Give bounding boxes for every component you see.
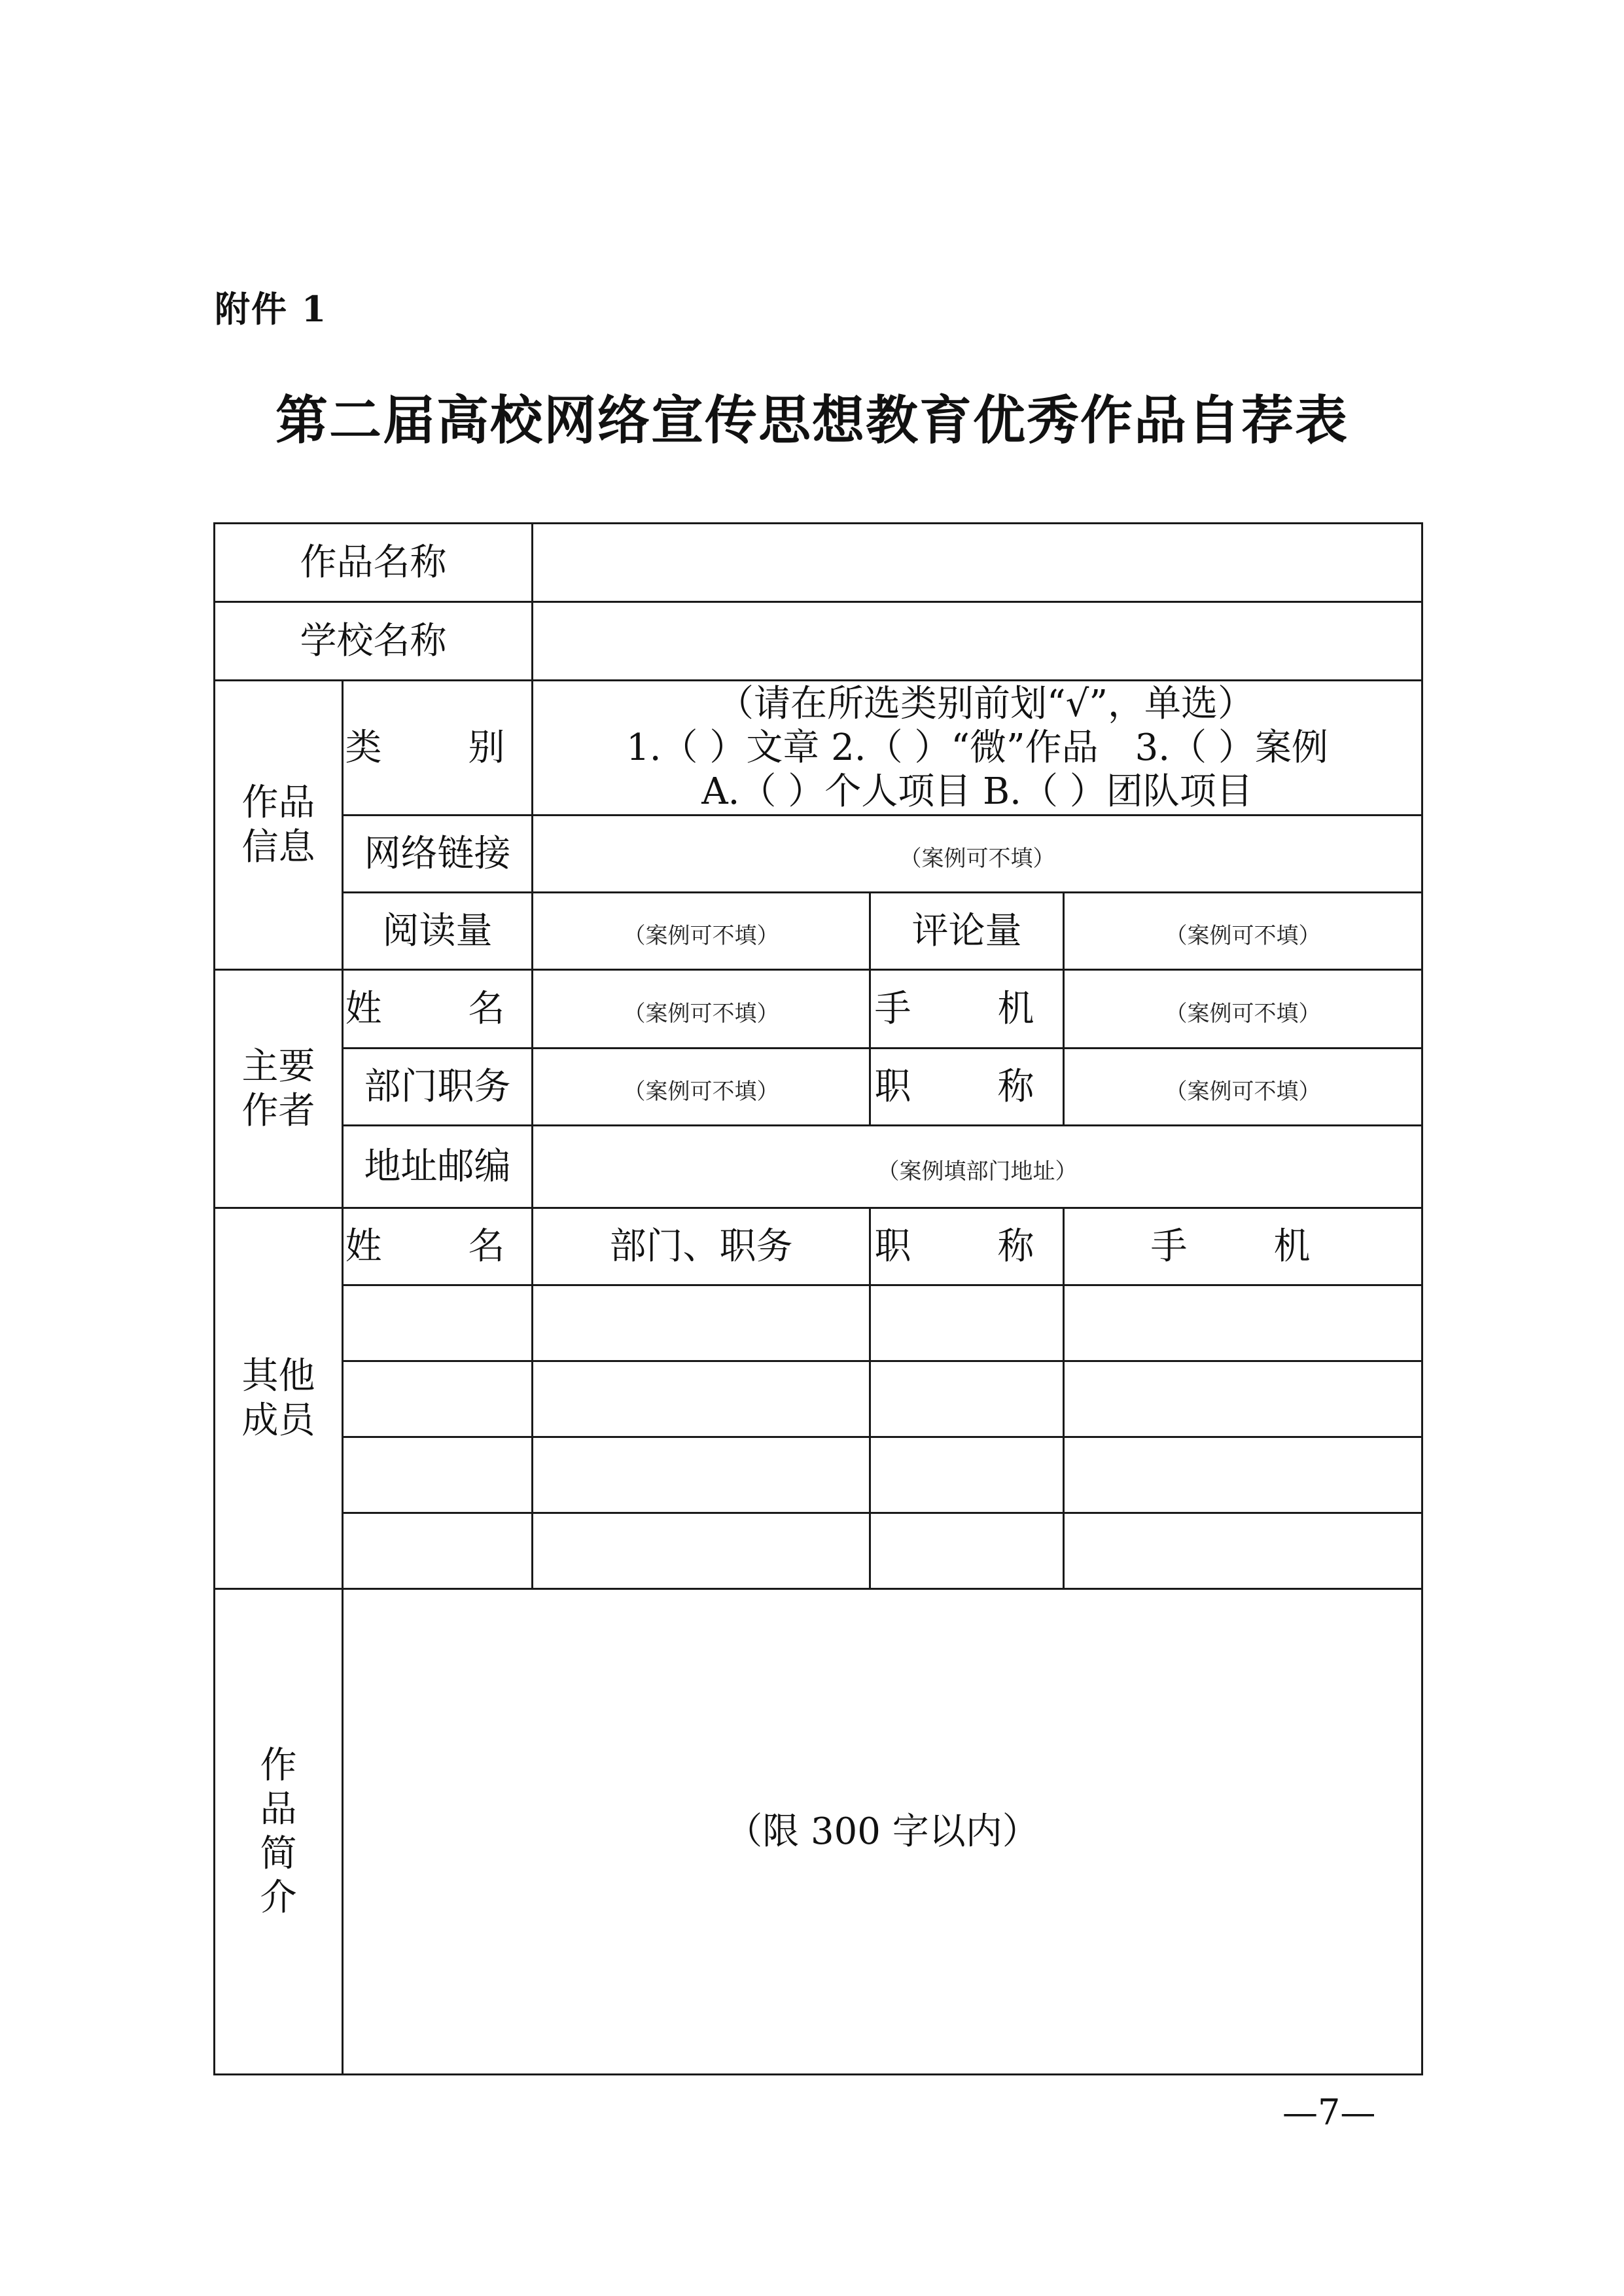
members-header-name: 姓 名 — [343, 1208, 533, 1285]
dept-position-label: 部门职务 — [343, 1049, 533, 1126]
title-rank-note: （案例可不填） — [1165, 1078, 1321, 1105]
member-row — [215, 1361, 1422, 1437]
school-name-label: 学校名称 — [215, 602, 533, 681]
author-name-label: 姓 名 — [343, 970, 533, 1049]
category-instruction: （请在所选类别前划“√”，单选） — [717, 682, 1254, 725]
member-title-cell[interactable] — [870, 1513, 1064, 1589]
members-header-title: 职 称 — [870, 1208, 1064, 1285]
member-dept-cell[interactable] — [533, 1437, 870, 1513]
category-type-options[interactable]: 1.（ ）文章 2.（ ）“微”作品 3.（ ）案例 — [626, 726, 1328, 769]
category-options[interactable] — [533, 681, 1422, 816]
member-dept-cell[interactable] — [533, 1285, 870, 1361]
work-info-group-label: 作品 信息 — [215, 681, 343, 970]
read-count-note: （案例可不填） — [623, 922, 779, 949]
members-header-dept: 部门、职务 — [533, 1208, 870, 1285]
member-row — [215, 1437, 1422, 1513]
link-label: 网络链接 — [343, 816, 533, 893]
member-name-cell[interactable] — [343, 1285, 533, 1361]
member-mobile-cell[interactable] — [1064, 1361, 1422, 1437]
document-title: 第二届高校网络宣传思想教育优秀作品自荐表 — [275, 389, 1349, 451]
intro-group-label: 作 品 简 介 — [215, 1589, 343, 2075]
intro-hint: （限 300 字以内） — [726, 1810, 1039, 1853]
work-name-label: 作品名称 — [215, 524, 533, 602]
category-project-options[interactable]: A.（ ）个人项目 B.（ ）团队项目 — [701, 770, 1253, 814]
link-note: （案例可不填） — [899, 845, 1055, 872]
member-row — [215, 1513, 1422, 1589]
title-rank-label: 职 称 — [870, 1049, 1064, 1126]
comment-count-note: （案例可不填） — [1165, 922, 1321, 949]
members-header-mobile: 手 机 — [1064, 1208, 1422, 1285]
comment-count-label: 评论量 — [870, 893, 1064, 970]
work-name-field[interactable] — [533, 524, 1422, 602]
member-name-cell[interactable] — [343, 1437, 533, 1513]
read-count-field[interactable] — [533, 893, 870, 970]
address-note: （案例填部门地址） — [877, 1158, 1078, 1185]
category-label: 类 别 — [343, 681, 533, 816]
member-dept-cell[interactable] — [533, 1513, 870, 1589]
dept-position-field[interactable] — [533, 1049, 870, 1126]
member-name-cell[interactable] — [343, 1361, 533, 1437]
title-rank-field[interactable] — [1064, 1049, 1422, 1126]
other-members-group-label: 其他 成员 — [215, 1208, 343, 1589]
member-title-cell[interactable] — [870, 1285, 1064, 1361]
main-author-group-label: 主要 作者 — [215, 970, 343, 1208]
member-mobile-cell[interactable] — [1064, 1285, 1422, 1361]
author-mobile-field[interactable] — [1064, 970, 1422, 1049]
author-mobile-label: 手 机 — [870, 970, 1064, 1049]
member-row — [215, 1285, 1422, 1361]
author-mobile-note: （案例可不填） — [1165, 1000, 1321, 1027]
self-recommendation-form — [213, 522, 1423, 2075]
read-count-label: 阅读量 — [343, 893, 533, 970]
member-mobile-cell[interactable] — [1064, 1513, 1422, 1589]
comment-count-field[interactable] — [1064, 893, 1422, 970]
address-label: 地址邮编 — [343, 1126, 533, 1208]
member-title-cell[interactable] — [870, 1437, 1064, 1513]
address-field[interactable] — [533, 1126, 1422, 1208]
member-mobile-cell[interactable] — [1064, 1437, 1422, 1513]
link-field[interactable] — [533, 816, 1422, 893]
dept-position-note: （案例可不填） — [623, 1078, 779, 1105]
member-name-cell[interactable] — [343, 1513, 533, 1589]
page-number: —7— — [1282, 2092, 1376, 2133]
attachment-label: 附件 1 — [215, 288, 328, 330]
author-name-note: （案例可不填） — [623, 1000, 779, 1027]
author-name-field[interactable] — [533, 970, 870, 1049]
school-name-field[interactable] — [533, 602, 1422, 681]
intro-field[interactable] — [343, 1589, 1422, 2075]
member-title-cell[interactable] — [870, 1361, 1064, 1437]
member-dept-cell[interactable] — [533, 1361, 870, 1437]
